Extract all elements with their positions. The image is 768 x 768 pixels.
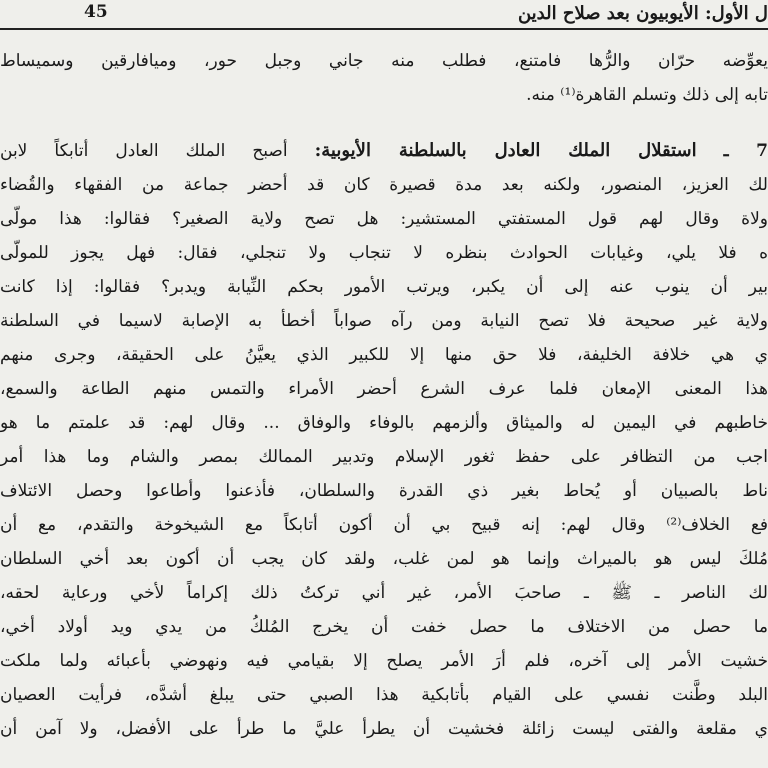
text-line: خاطبهم في اليمين له والميثاق وألزمهم بالوفاء والوفاق ... وقال لهم: قد علمتم ما هو — [0, 413, 768, 433]
text-line: بير أن ينوب عنه إلى أن يكبر، ويرتب الأمور بحكم النِّيابة ويدبر؟ فقالوا: إذا كانت — [0, 277, 768, 297]
text-line: ه فلا يلي، وغيابات الحوادث بنظره لا تنجاب ولا تنجلي، فقال: فهل يجوز للمولّى — [0, 243, 768, 263]
text-line: لك الناصر ـ ﷺ ـ صاحبَ الأمر، غير أني تركتُ ذلك إكراماً لأخي ورعاية لحقه، — [0, 583, 768, 603]
text-line: خشيت الأمر إلى آخره، فلم أرَ الأمر يصلح إلا بقيامي فيه ونهوضي بأعبائه ولما ملكت — [0, 651, 768, 671]
text-line: ولاية غير صحيحة فلا تصح النيابة ومن رآه صواباً أخطأ به الإصابة لاسيما في السلطنة — [0, 311, 768, 331]
text-line: هذا المعنى الإمعان فلما عرف الشرع أحضر الأمراء والتمس منهم الطاعة والسمع، — [0, 379, 768, 399]
running-head: ل الأول: الأيوبيون بعد صلاح الدين — [517, 3, 768, 24]
header-rule — [0, 28, 768, 30]
section-heading-line — [0, 134, 768, 168]
text-line: لك العزيز، المنصور، ولكنه بعد مدة قصيرة كان قد أحضر جماعة من الفقهاء والقُضاء — [0, 175, 768, 195]
section-number: 7 ـ — [723, 141, 768, 161]
page-number: 45 — [84, 2, 108, 22]
text-line: ي مقلعة والفتى ليست زائلة فخشيت أن يطرأ عليَّ ما طرأ على الأفضل، ولا آمن أن — [0, 719, 768, 739]
text-line: ولاة وقال لهم قول المستفتي المستشير: هل تصح ولاية الصغير؟ فقالوا: هذا مولّى — [0, 209, 768, 229]
text-line: يعوِّضه حرّان والرُّها فامتنع، فطلب منه جاني وجبل حور، وميافارقين وسميساط — [0, 51, 768, 71]
text-line: اجب من التظافر على حفظ ثغور الإسلام وتدبير الممالك بمصر والشام وما هذا أمر — [0, 447, 768, 467]
text-line: ناط بالصبيان أو يُحاط بغير ذي القدرة والسلطان، فأذعنوا وأطاعوا وحصل الائتلاف — [0, 481, 768, 501]
page-header — [0, 0, 768, 30]
text-line: فع الخلاف⁽²⁾ وقال لهم: إنه قبيح بي أن أكون أتابكاً مع الشيخوخة والتقدم، مع أن — [0, 515, 768, 535]
text-line: البلد وطَّنت نفسي على القيام بأتابكية هذا الصبي حتى يبلغ أشدَّه، فرأيت العصيان — [0, 685, 768, 705]
section-first-line-text: أصبح الملك العادل أتابكاً لابن — [0, 141, 288, 161]
text-line: ما حصل من الاختلاف ما حصل خفت أن يخرج المُلكُ من يدي ويد أولاد أخي، — [0, 617, 768, 637]
text-line: ي هي خلافة الخليفة، فلا حق منها إلا للكبير الذي يعيَّنُ على الحقيقة، وجرى منهم — [0, 345, 768, 365]
text-line: تابه إلى ذلك وتسلم القاهرة⁽¹⁾ منه. — [526, 85, 768, 105]
section-title: استقلال الملك العادل بالسلطنة الأيوبية: — [314, 140, 697, 161]
text-line: مُلكَ ليس هو بالميراث وإنما هو لمن غلب، ولقد كان يجب أن أكون بعد أخي السلطان — [0, 549, 768, 569]
